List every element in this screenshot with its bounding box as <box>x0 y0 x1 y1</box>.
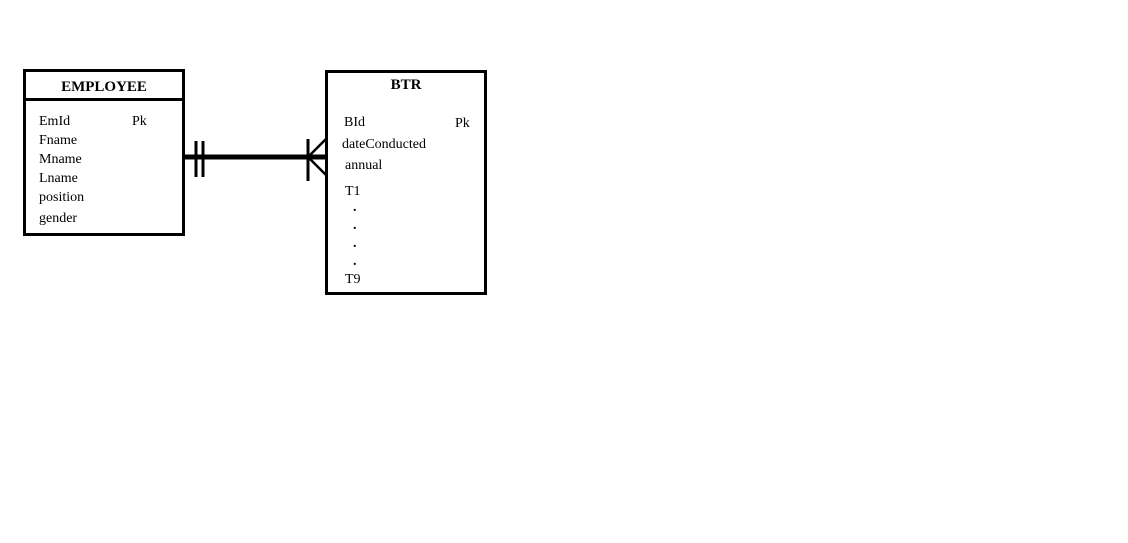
employee-attribute: Mname <box>39 152 82 167</box>
employee-entity <box>23 69 185 236</box>
employee-attribute: Lname <box>39 171 78 186</box>
employee-pk-label: Pk <box>132 114 147 129</box>
btr-attribute: annual <box>345 158 383 173</box>
btr-ellipsis-dot: . <box>353 218 357 233</box>
btr-attribute: dateConducted <box>342 137 426 152</box>
btr-pk-label: Pk <box>455 116 470 131</box>
btr-ellipsis-dot: . <box>353 254 357 269</box>
employee-attribute: Fname <box>39 133 78 148</box>
btr-entity-title: BTR <box>390 77 422 93</box>
employee-attribute: position <box>39 190 85 205</box>
btr-attribute: T1 <box>345 184 361 199</box>
btr-attribute: BId <box>344 115 365 130</box>
btr-ellipsis-dot: . <box>353 200 357 215</box>
btr-entity <box>325 70 487 295</box>
employee-attribute: gender <box>39 211 78 226</box>
btr-ellipsis-dot: . <box>353 236 357 251</box>
employee-attribute: EmId <box>39 114 71 129</box>
btr-attribute: T9 <box>345 272 361 287</box>
employee-entity-title: EMPLOYEE <box>26 72 182 101</box>
